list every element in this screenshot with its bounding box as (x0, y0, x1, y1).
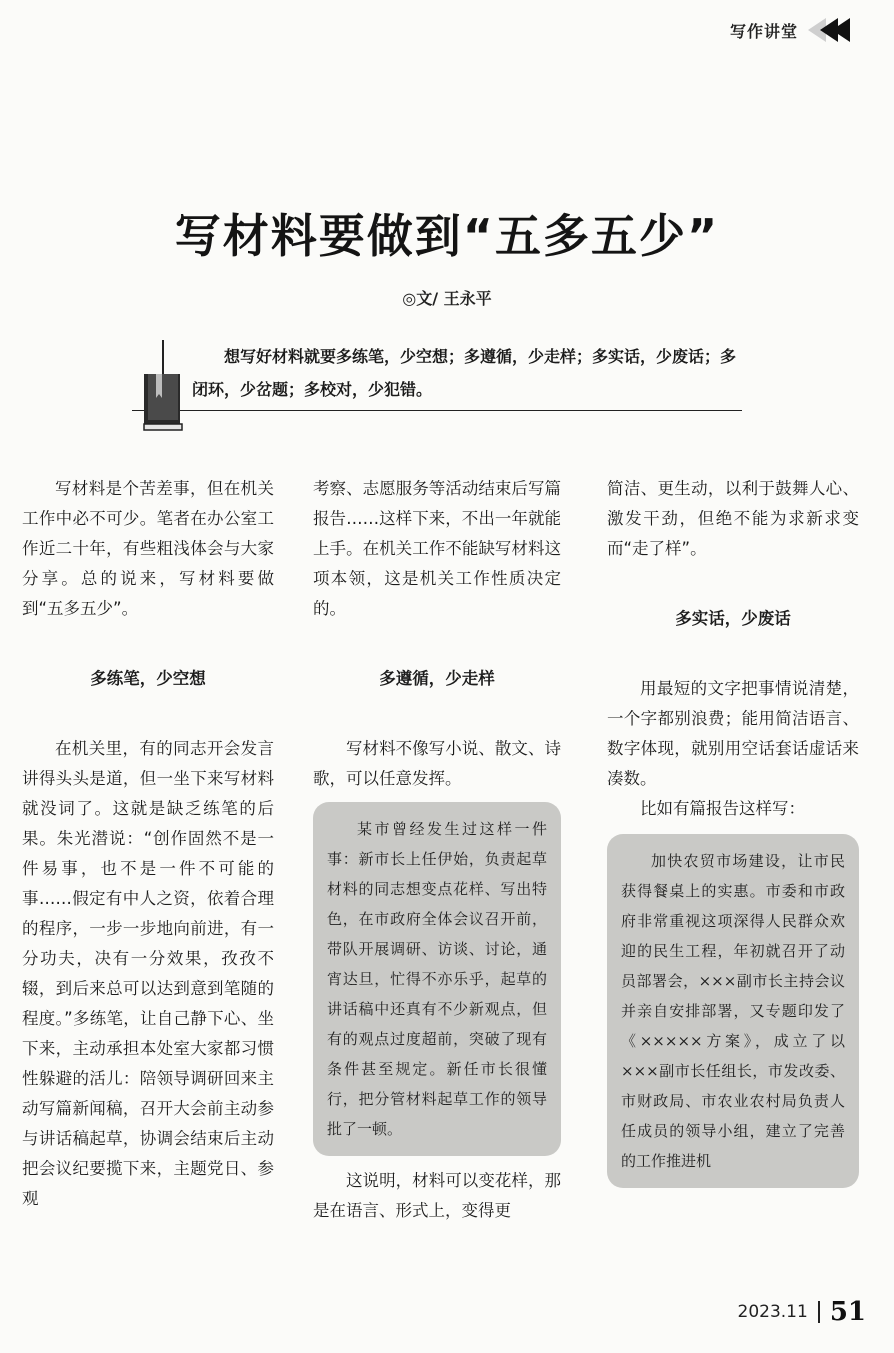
subheading: 多练笔，少空想 (90, 669, 206, 688)
paragraph: 在机关里，有的同志开会发言讲得头头是道，但一坐下来写材料就没词了。这就是缺乏练笔的后果。朱光潜说：“创作固然不是一件易事，也不是一件不可能的事……假定有中人之资，依着合理的程序，一步一步地向前进，有一分功夫，决有一分效果，孜孜不辍，到后来总可以达到意到笔随的程度。”多练笔，让自己静下心、坐下来，主动承担本处室大家都习惯性躲避的活儿：陪领导调研回来主动写篇新闻稿，召开大会前主动参与讲话稿起草，协调会结束后主动把会议纪要揽下来，主题党日、参观 (22, 739, 274, 1208)
paragraph: 用最短的文字把事情说清楚，一个字都别浪费；能用简洁语言、数字体现，就别用空话套话虚话来凑数。 (607, 679, 859, 788)
example-box: 某市曾经发生过这样一件事：新市长上任伊始，负责起草材料的同志想变点花样、写出特色，在市政府全体会议召开前，带队开展调研、访谈、讨论，通宵达旦，忙得不亦乐乎，起草的讲话稿中还真有不少新观点，但有的观点过度超前，突破了现有条件甚至规定。新任市长很懂行，把分管材料起草工作的领导批了一顿。 (313, 802, 561, 1156)
paragraph: 写材料是个苦差事，但在机关工作中必不可少。笔者在办公室工作近二十年，有些粗浅体会与大家分享。总的说来，写材料要做到“五多五少”。 (22, 479, 274, 618)
section-title: 写作讲堂 (729, 21, 798, 41)
column-3 (607, 474, 859, 1188)
section-header (730, 18, 850, 42)
footer-divider (818, 1301, 820, 1323)
page-footer (738, 1297, 867, 1327)
paragraph: 写材料不像写小说、散文、诗歌，可以任意发挥。 (313, 739, 561, 788)
paragraph: 比如有篇报告这样写： (640, 799, 805, 818)
column-2 (313, 474, 561, 1226)
issue-date: 2023.11 (737, 1302, 808, 1322)
subheading: 多遵循，少走样 (379, 669, 495, 688)
subheading: 多实话，少废话 (675, 609, 791, 628)
book-icon (142, 372, 184, 434)
article-byline: ◎文/ 王永平 (402, 289, 492, 308)
abstract-block (130, 340, 750, 450)
abstract-text: 想写好材料就要多练笔，少空想；多遵循，少走样；多实话，少废话；多闭环，少岔题；多校对，少犯错。 (192, 347, 737, 399)
article-title: 写材料要做到“五多五少” (174, 209, 720, 263)
paragraph: 简洁、更生动，以利于鼓舞人心、激发干劲，但绝不能为求新求变而“走了样”。 (607, 479, 859, 558)
page-number: 51 (829, 1297, 866, 1327)
column-1 (22, 474, 274, 1214)
chevron-left-icon (808, 18, 850, 42)
example-box: 加快农贸市场建设，让市民获得餐桌上的实惠。市委和市政府非常重视这项深得人民群众欢迎的民生工程，年初就召开了动员部署会，×××副市长主持会议并亲自安排部署，又专题印发了《×××××方案》，成立了以×××副市长任组长，市发改委、市财政局、市农业农村局负责人任成员的领导小组，建立了完善的工作推进机 (607, 834, 859, 1188)
paragraph: 考察、志愿服务等活动结束后写篇报告……这样下来，不出一年就能上手。在机关工作不能缺写材料这项本领，这是机关工作性质决定的。 (313, 479, 561, 618)
paragraph: 这说明，材料可以变花样，那是在语言、形式上，变得更 (313, 1171, 561, 1220)
abstract-horizontal-rule (132, 410, 742, 411)
